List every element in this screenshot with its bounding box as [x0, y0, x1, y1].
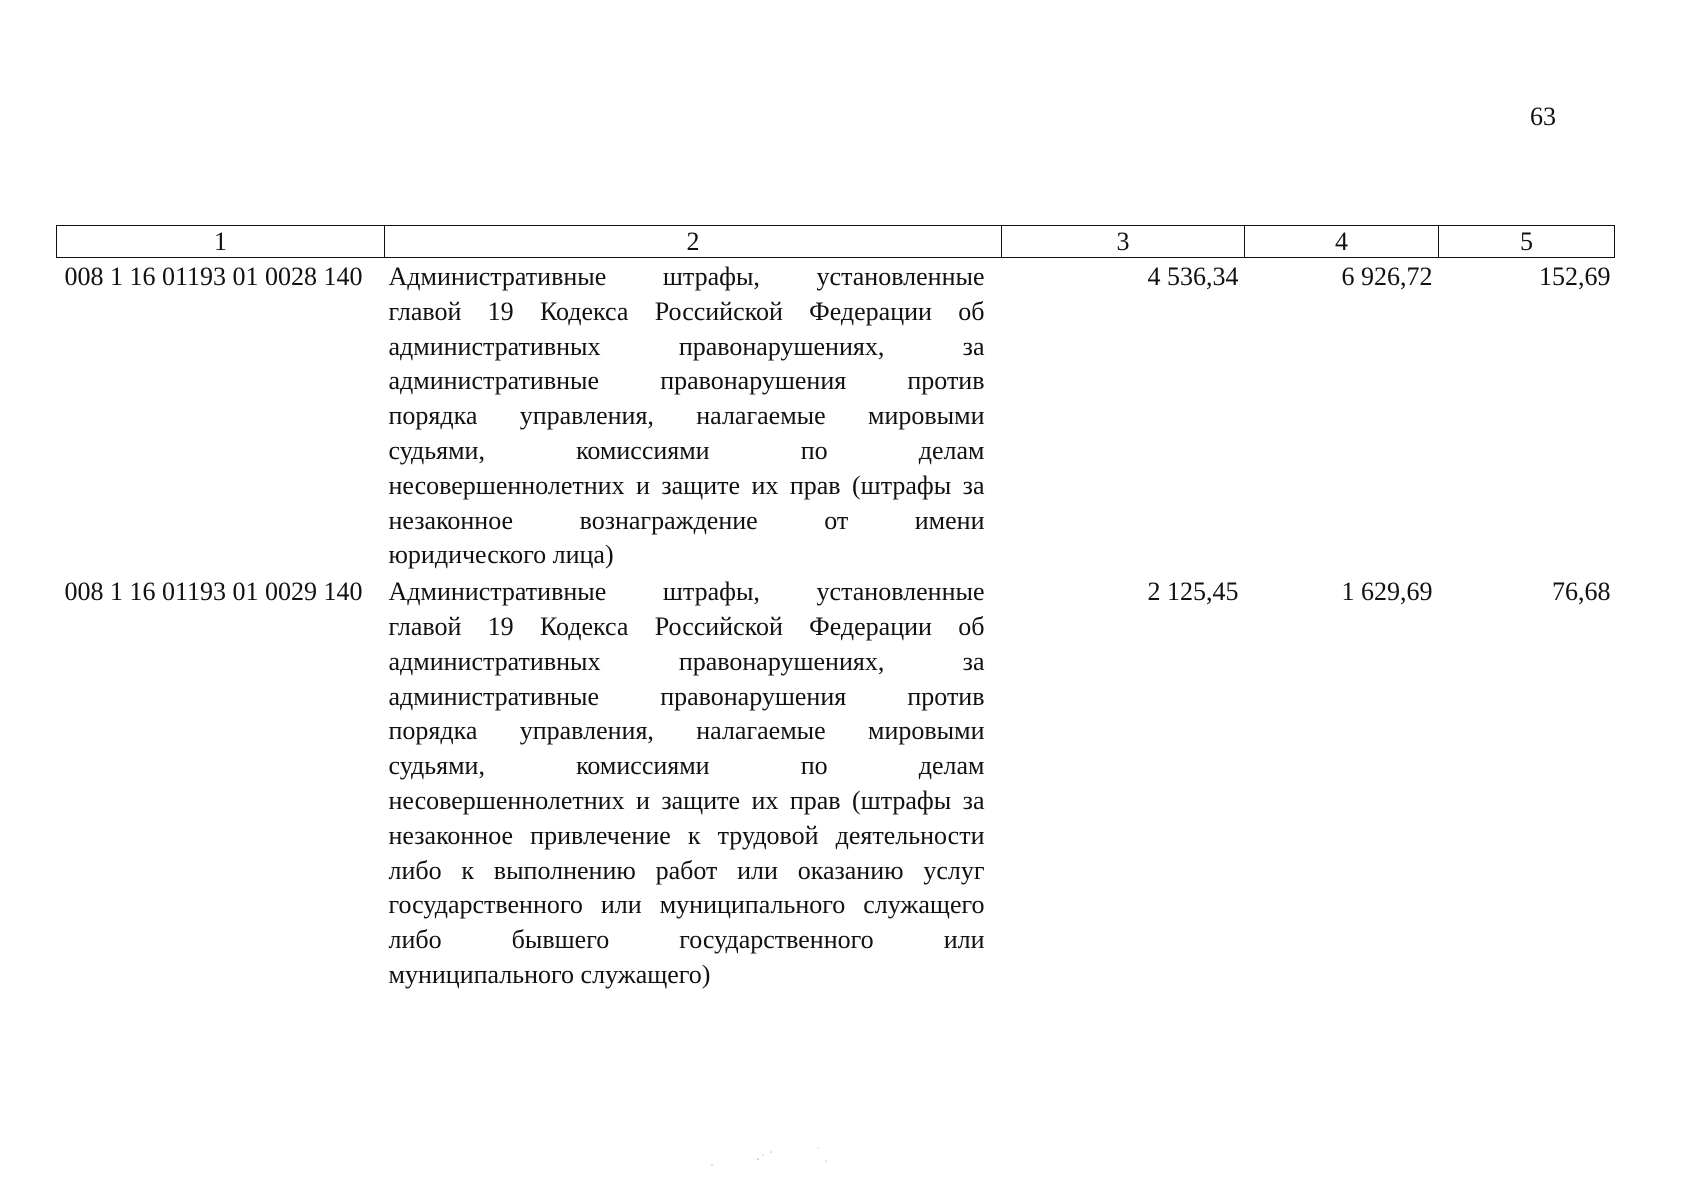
row-description [385, 573, 1002, 993]
value-col-5: 152,69 [1539, 262, 1611, 291]
budget-code: 008 1 16 01193 01 0028 140 [64, 262, 363, 291]
description-line: судьями, комиссиями по делам [388, 751, 985, 781]
description-line: судьями, комиссиями по делам [388, 435, 985, 465]
budget-code: 008 1 16 01193 01 0029 140 [64, 577, 363, 607]
table-header-row [57, 226, 1615, 258]
header-col-5: 5 [1439, 226, 1615, 258]
value-col-3: 4 536,34 [1147, 262, 1239, 291]
description-line: несовершеннолетних и защите их прав (штрафы за [388, 470, 985, 500]
header-col-4: 4 [1245, 226, 1439, 258]
value-col-5: 76,68 [1552, 577, 1611, 607]
description-line: Административные штрафы, установленные [388, 262, 985, 291]
description-line: административных правонарушениях, за [388, 646, 985, 676]
description-line: административные правонарушения против [388, 366, 985, 396]
description-line: муниципального служащего) [388, 959, 711, 989]
description-line: порядка управления, налагаемые мировыми [388, 401, 985, 431]
header-col-3: 3 [1002, 226, 1245, 258]
header-col-2: 2 [385, 226, 1002, 258]
description-line: административных правонарушениях, за [388, 331, 985, 361]
description-line: главой 19 Кодекса Российской Федерации об [388, 611, 985, 641]
value-col-4: 1 629,69 [1341, 577, 1433, 607]
header-col-1: 1 [57, 226, 385, 258]
description-line: юридического лица) [388, 540, 614, 570]
row-description [385, 258, 1002, 574]
value-col-4: 6 926,72 [1341, 262, 1433, 291]
description-line: либо бывшего государственного или [388, 925, 985, 955]
description-line: Административные штрафы, установленные [388, 577, 985, 607]
value-col-3: 2 125,45 [1147, 577, 1239, 607]
description-line: главой 19 Кодекса Российской Федерации об [388, 296, 985, 326]
scan-speck [700, 1145, 840, 1175]
page-number: 63 [1530, 102, 1556, 131]
description-line: либо к выполнению работ или оказанию услуг [388, 855, 985, 885]
table-row [57, 573, 1615, 993]
table-row [57, 258, 1615, 574]
revenue-table [56, 225, 1615, 993]
description-line: несовершеннолетних и защите их прав (штрафы за [388, 785, 985, 815]
description-line: государственного или муниципального служащего [388, 890, 985, 920]
description-line: незаконное вознаграждение от имени [388, 505, 985, 535]
description-line: административные правонарушения против [388, 681, 985, 711]
description-line: порядка управления, налагаемые мировыми [388, 716, 985, 746]
description-line: незаконное привлечение к трудовой деятельности [388, 820, 985, 850]
